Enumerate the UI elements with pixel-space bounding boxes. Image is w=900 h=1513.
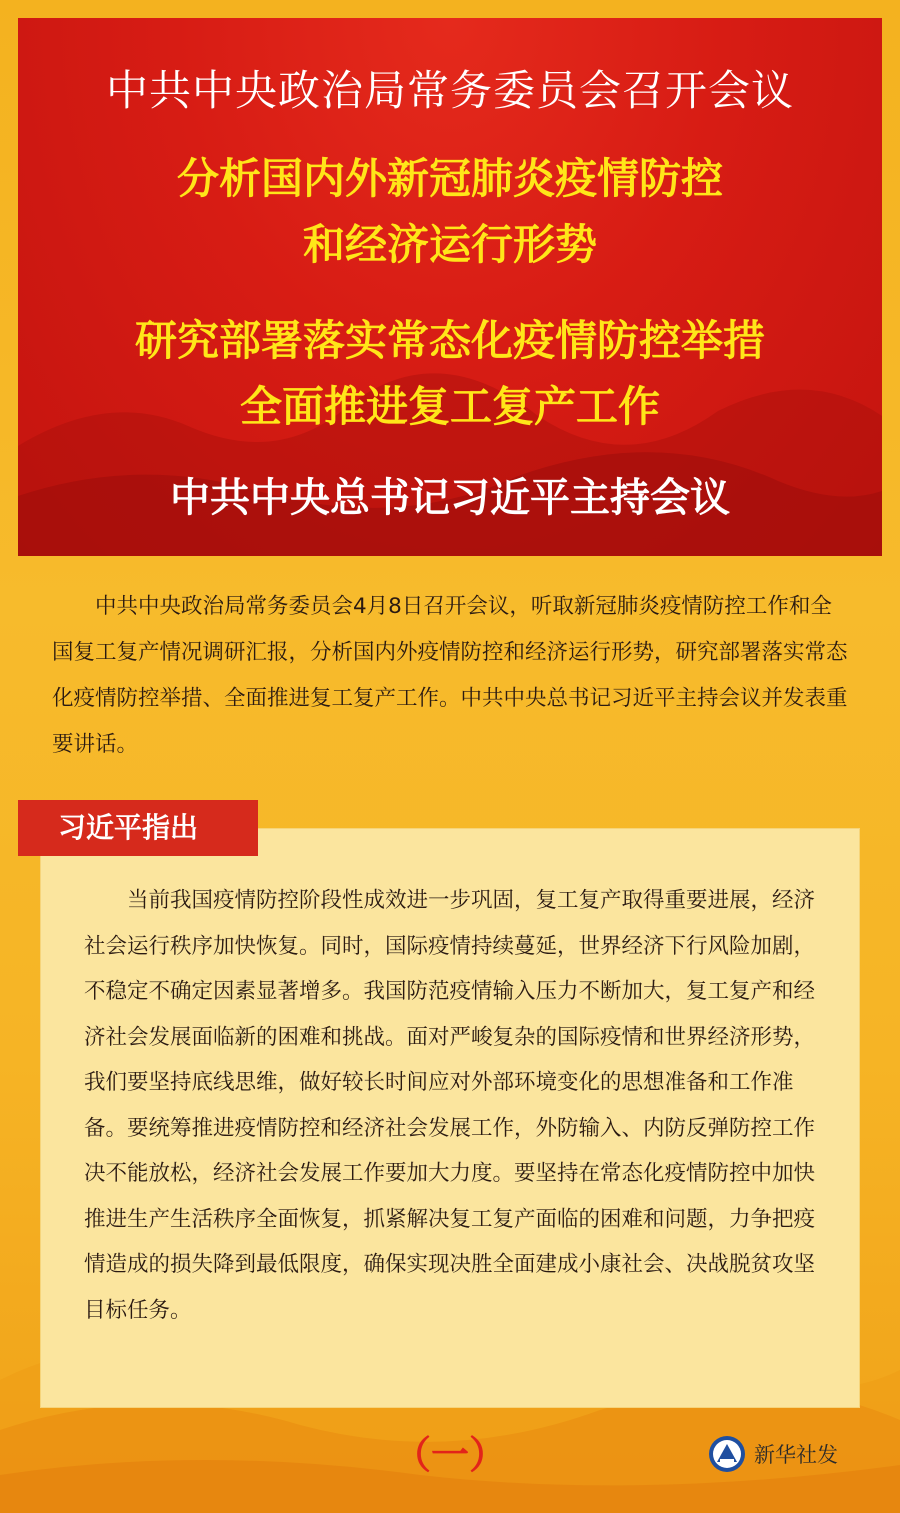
header-subtitle-line-4: 研究部署落实常态化疫情防控举措 [134,316,765,365]
credit-text: 新华社发 [754,1443,838,1467]
header-subtitle-line-2: 分析国内外新冠肺炎疫情防控 [176,154,723,203]
quote-paragraph: 当前我国疫情防控阶段性成效进一步巩固，复工复产取得重要进展，经济社会运行秩序加快恢复。同时，国际疫情持续蔓延，世界经济下行风险加剧，不稳定不确定因素显著增多。我国防范疫情输入压力不断加大，复工复产和经济社会发展面临新的困难和挑战。面对严峻复杂的国际疫情和世界经济形势，我们要坚持底线思维，做好较长时间应对外部环境变化的思想准备和工作准备。要统筹推进疫情防控和经济社会发展工作，外防输入、内防反弹防控工作决不能放松，经济社会发展工作要加大力度。要坚持在常态化疫情防控中加快推进生产生活秩序全面恢复，抓紧解决复工复产面临的困难和问题，力争把疫情造成的损失降到最低限度，确保实现决胜全面建成小康社会、决战脱贫攻坚目标任务。 [84,888,816,1323]
intro-paragraph: 中共中央政治局常务委员会4月8日召开会议，听取新冠肺炎疫情防控工作和全国复工复产情况调研汇报，分析国内外疫情防控和经济运行形势，研究部署落实常态化疫情防控举措、全面推进复工复产工作。中共中央总书记习近平主持会议并发表重要讲话。 [52,594,848,757]
section-badge: 习近平指出 [18,800,258,856]
header-title-line-1: 中共中央政治局常务委员会召开会议 [105,66,794,115]
header-subtitle-line-5: 全面推进复工复产工作 [239,382,660,431]
title-banner [18,18,882,556]
header-title-line-6: 中共中央总书记习近平主持会议 [170,475,730,521]
page-label: （一） [392,1433,507,1477]
header-subtitle-line-3: 和经济运行形势 [302,220,597,269]
xinhua-logo-icon [708,1435,746,1473]
credit [708,1434,838,1474]
